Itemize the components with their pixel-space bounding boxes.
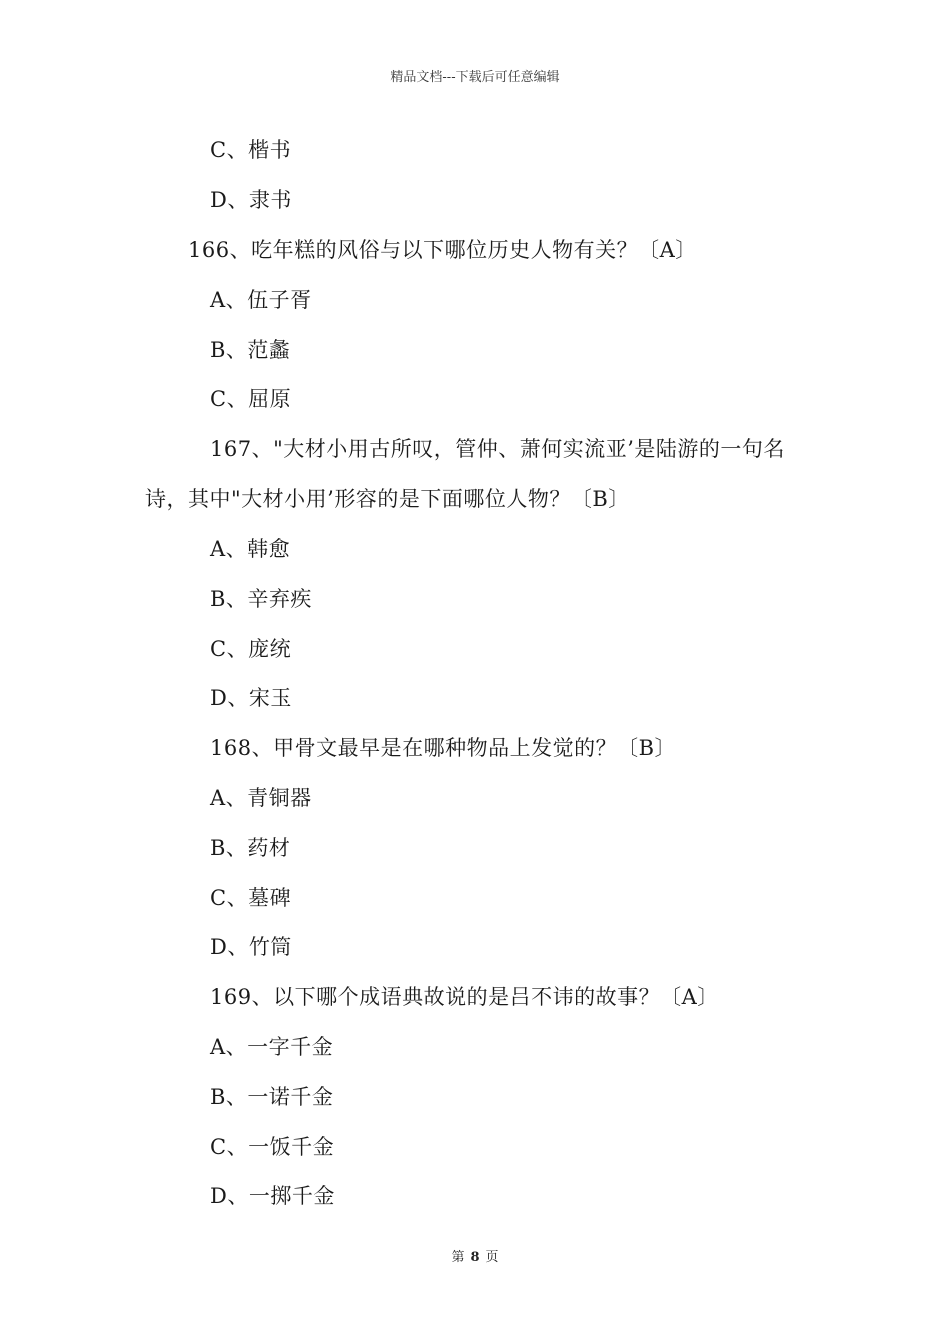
option-text: D、竹筒 [210,935,292,959]
option-text: B、范蠡 [210,338,291,362]
option-text: D、隶书 [210,188,292,212]
option-text: C、楷书 [210,138,292,162]
option-text: C、一饭千金 [210,1135,335,1159]
option-text: A、一字千金 [210,1035,334,1059]
option-text: A、伍子胥 [210,288,312,312]
option-text: B、辛弃疾 [210,587,312,611]
option-text: B、药材 [210,836,291,860]
question-text: 169、以下哪个成语典故说的是吕不讳的故事？〔A〕 [210,985,719,1009]
option-text: D、一掷千金 [210,1184,335,1208]
question-text: 168、甲骨文最早是在哪种物品上发觉的？〔B〕 [210,736,677,760]
question-text-continued: 诗，其中"大材小用’形容的是下面哪位人物？〔B〕 [145,487,630,511]
page-footer [0,1246,950,1265]
option-text: C、墓碑 [210,886,292,910]
option-text: A、青铜器 [210,786,312,810]
page-number: 8 [470,1250,480,1265]
page-number-prefix: 第 [451,1250,465,1265]
option-text: C、屈原 [210,387,292,411]
option-text: C、庞统 [210,637,292,661]
option-text: B、一诺千金 [210,1085,334,1109]
question-text: 166、吃年糕的风俗与以下哪位历史人物有关？〔A〕 [188,238,697,262]
page-number-suffix: 页 [485,1250,499,1265]
option-text: A、韩愈 [210,537,291,561]
question-text: 167、"大材小用古所叹，管仲、萧何实流亚’是陆游的一句名 [210,437,785,461]
option-text: D、宋玉 [210,686,292,710]
page-header: 精品文档---下载后可任意编辑 [390,70,560,85]
